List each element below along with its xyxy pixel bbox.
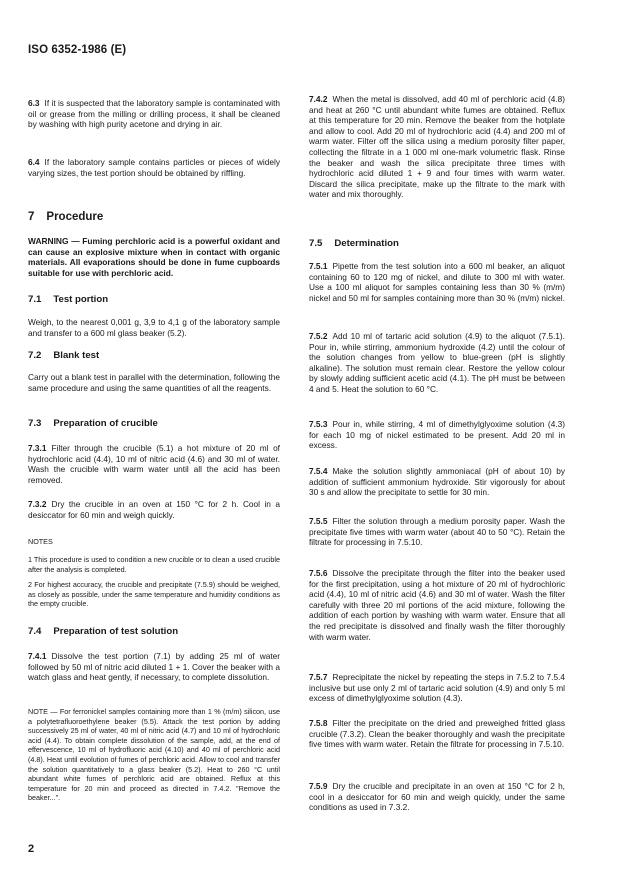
clause-7-5-2: 7.5.2 Add 10 ml of tartaric acid solution (4.9) to the aliquot (7.5.1). Pour in, while stirring, ammonium hydroxide (4.2) until the colour of the solution changes from yellow to blue-green (pH is slightly alkaline). The solution must remain clear. Restore the yellow colour by slowly adding sufficient acetic acid (4.1). The pH must be between 4 and 5. Heat the solution to 60 °C. bbox=[309, 331, 565, 394]
section-7-5-heading: 7.5 Determination bbox=[309, 238, 399, 249]
clause-7-3-2: 7.3.2 Dry the crucible in an oven at 150 °C for 2 h. Cool in a desiccator for 60 min and weigh quickly. bbox=[28, 499, 280, 520]
clause-7-5-6: 7.5.6 Dissolve the precipitate through the filter into the beaker used for the first precipitation, using a hot mixture of 20 ml of hydrochloric acid (4.4), 10 ml of nitric acid (4.6) and 30 ml of water. Wash the filter carefully with three 20 ml portions of the acid mixture, following the addition of each portion by washing with warm water. Ensure that all the red precipitate is dissolved and finally wash the filter thoroughly with warm water. bbox=[309, 568, 565, 642]
clause-6-3: 6.3 If it is suspected that the laboratory sample is contaminated with oil or grease from the milling or drilling process, it shall be cleaned by washing with high purity acetone and drying in air. bbox=[28, 98, 280, 130]
notes-label: NOTES bbox=[28, 537, 53, 546]
left-column bbox=[28, 0, 280, 879]
clause-7-4-1: 7.4.1 Dissolve the test portion (7.1) by adding 25 ml of water followed by 50 ml of nitric acid diluted 1 + 1. Cover the beaker with a watch glass and heat gently, if necessary, to complete dissolution. bbox=[28, 651, 280, 683]
right-column bbox=[309, 0, 565, 879]
note-2: 2 For highest accuracy, the crucible and precipitate (7.5.9) should be weighed, as closely as possible, under the same temperature and humidity conditions as the empty crucible. bbox=[28, 580, 280, 609]
clause-7-5-5: 7.5.5 Filter the solution through a medium porosity paper. Wash the precipitate five times with warm water (about 40 to 50 °C). Retain the filtrate for processing in 7.5.10. bbox=[309, 516, 565, 548]
document-header: ISO 6352-1986 (E) bbox=[28, 44, 127, 56]
clause-7-2: Carry out a blank test in parallel with the determination, following the same procedure and using the same quantities of all the reagents. bbox=[28, 372, 280, 393]
note-1: 1 This procedure is used to condition a new crucible or to clean a used crucible after the analysis is completed. bbox=[28, 555, 280, 574]
clause-7-5-9: 7.5.9 Dry the crucible and precipitate in an oven at 150 °C for 2 h, cool in a desiccator for 60 min and weigh quickly, under the same conditions as used in 7.3.2. bbox=[309, 781, 565, 813]
section-7-2-heading: 7.2 Blank test bbox=[28, 350, 100, 361]
clause-7-5-4: 7.5.4 Make the solution slightly ammoniacal (pH of about 10) by addition of sufficient ammonium hydroxide. Stir vigorously for about 30 s and allow the precipitate to settle for 30 min. bbox=[309, 466, 565, 498]
clause-7-3-1: 7.3.1 Filter through the crucible (5.1) a hot mixture of 20 ml of hydrochloric acid (4.4), 10 ml of nitric acid (4.6) and 30 ml of water. Wash the crucible with warm water until all the acid has been removed. bbox=[28, 443, 280, 485]
clause-7-4-2: 7.4.2 When the metal is dissolved, add 40 ml of perchloric acid (4.8) and heat at 260 °C until abundant white fumes are obtained. Reflux at this temperature for 20 min. Remove the beaker from the hotplate and allow to cool. Add 20 ml of hydrochloric acid (4.4) and 200 ml of warm water. Filter off the silica using a medium porosity filter paper, collecting the filtrate in a 1 000 ml one-mark volumetric flask. Rinse the beaker and wash the silica precipitate three times with hydrochloric acid diluted 1 + 9 and four times with warm water. Discard the silica precipitate, make up the filtrate to the mark with water and mix thoroughly. bbox=[309, 94, 565, 200]
section-7-4-heading: 7.4 Preparation of test solution bbox=[28, 626, 179, 637]
section-7-heading: 7 Procedure bbox=[28, 211, 104, 223]
clause-7-5-3: 7.5.3 Pour in, while stirring, 4 ml of dimethylglyoxime solution (4.3) for each 10 mg of nickel estimated to be present. Add 20 ml in excess. bbox=[309, 419, 565, 451]
clause-7-5-7: 7.5.7 Reprecipitate the nickel by repeating the steps in 7.5.2 to 7.5.4 inclusive but use only 2 ml of tartaric acid solution (4.9) and only 5 ml excess of dimethylglyoxime solution (4.3). bbox=[309, 672, 565, 704]
note-7-4-1: NOTE — For ferronickel samples containing more than 1 % (m/m) silicon, use a polytetrafluoroethylene beaker (5.5). Attack the test portion by adding successively 25 ml of water, 40 ml of nitric acid (4.7) and 10 ml of hydrochloric acid (4.4). To obtain complete dissolution of the sample, add, at the end of effervescence, 10 ml of hydrofluoric acid (4.10) and 40 ml of perchloric acid (4.8). Heat until evolution of fumes of perchloric acid. Allow to cool and transfer the solution quantitatively to a glass beaker (5.2). Heat to 260 °C until abundant white fumes of perchloric acid are obtained. Reflux at this temperature for 20 min and proceed as directed in 7.4.2. "Remove the beaker...". bbox=[28, 707, 280, 803]
clause-7-5-1: 7.5.1 Pipette from the test solution into a 600 ml beaker, an aliquot containing 60 to 120 mg of nickel, and dilute to 300 ml with water. Use a 100 ml aliquot for samples containing less than 30 % (m/m) nickel and 50 ml for samples containing more than 30 % (m/m) nickel. bbox=[309, 261, 565, 303]
section-7-1-heading: 7.1 Test portion bbox=[28, 294, 109, 305]
clause-7-1: Weigh, to the nearest 0,001 g, 3,9 to 4,1 g of the laboratory sample and transfer to a 600 ml glass beaker (5.2). bbox=[28, 317, 280, 338]
clause-6-4: 6.4 If the laboratory sample contains particles or pieces of widely varying sizes, the test portion should be obtained by riffling. bbox=[28, 157, 280, 178]
page-number: 2 bbox=[28, 843, 35, 855]
clause-7-5-8: 7.5.8 Filter the precipitate on the dried and preweighed fritted glass crucible (7.3.2). Clean the beaker thoroughly and wash the precipitate five times with warm water. Retain the filtrate for processing in 7.5.10. bbox=[309, 718, 565, 750]
warning-text: WARNING — Fuming perchloric acid is a powerful oxidant and can cause an explosive mixture when in contact with organic materials. All evaporations should be done in fume cupboards suitable for use with perchloric acid. bbox=[28, 236, 280, 278]
section-7-3-heading: 7.3 Preparation of crucible bbox=[28, 418, 158, 429]
